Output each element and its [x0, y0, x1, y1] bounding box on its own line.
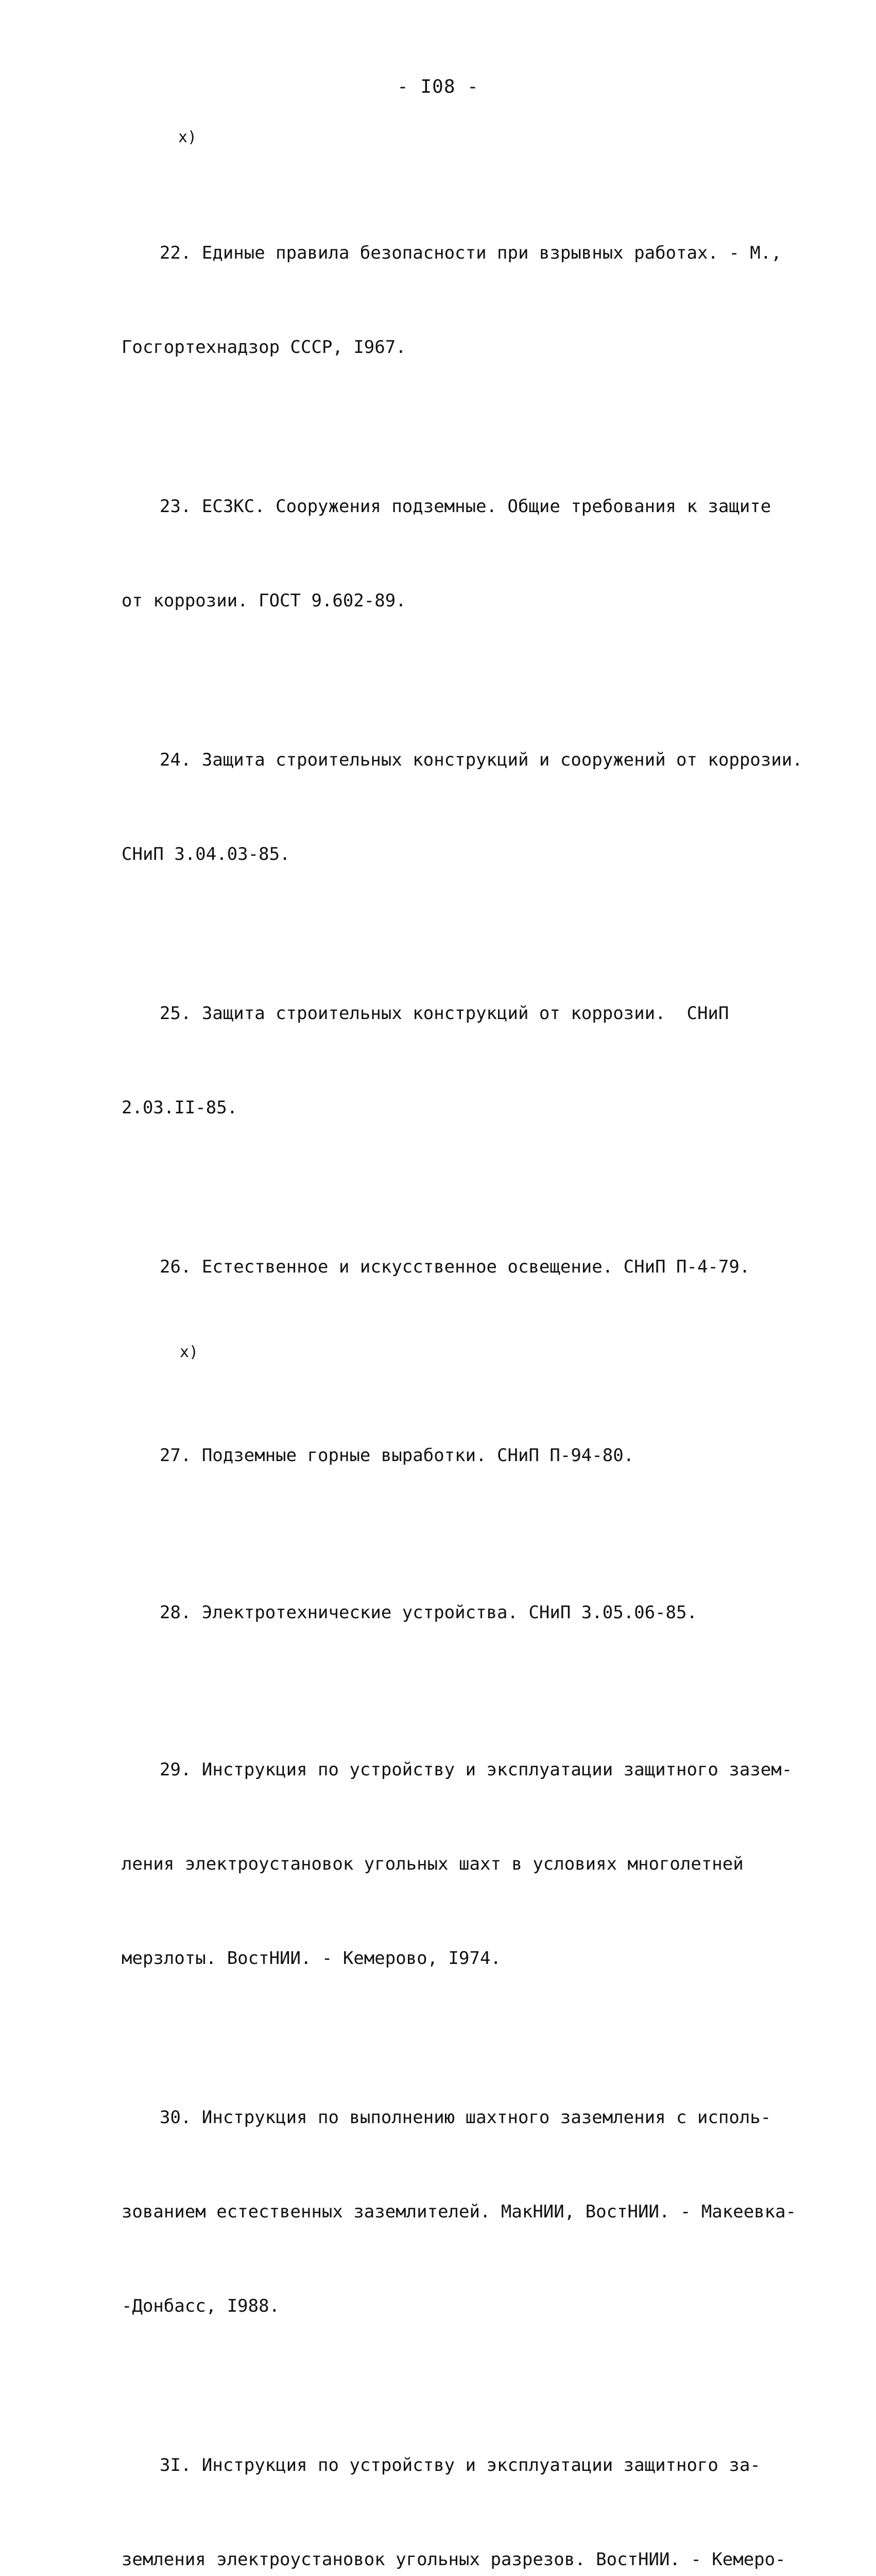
reference-line: мерзлоты. ВостНИИ. - Кемерово, I974.	[122, 1948, 501, 1969]
reference-line: СНиП 3.04.03-85.	[122, 844, 290, 865]
reference-line: 25. Защита строительных конструкций от коррозии. СНиП	[160, 1003, 729, 1024]
reference-24	[122, 682, 803, 933]
reference-22	[122, 128, 782, 426]
reference-line: 26. Естественное и искусственное освещение. СНиП П-4-79.	[160, 1257, 750, 1277]
reference-line: земления электроустановок угольных разрезов. ВостНИИ. - Кемеро-	[122, 2549, 786, 2570]
reference-line: 28. Электротехнические устройства. СНиП 3.05.06-85.	[160, 1602, 697, 1623]
page-number: - I08 -	[397, 76, 479, 97]
reference-23	[122, 428, 771, 680]
reference-25	[122, 935, 760, 1187]
reference-list	[122, 128, 803, 2576]
reference-line: 22. Единые правила безопасности при взрывных работах. - М.,	[160, 243, 782, 263]
reference-line: 27. Подземные горные выработки. СНиП П-94-80.	[160, 1445, 634, 1466]
reference-line: ления электроустановок угольных шахт в условиях многолетней	[122, 1854, 744, 1874]
reference-26	[122, 1189, 760, 1346]
reference-27	[122, 1343, 760, 1534]
reference-30	[122, 2039, 797, 2385]
reference-line: -Донбасс, I988.	[122, 2296, 280, 2316]
reference-line: зованием естественных заземлителей. МакНИИ, ВостНИИ. - Макеевка-	[122, 2201, 797, 2222]
reference-line: 24. Защита строительных конструкций и сооружений от коррозии.	[160, 750, 803, 770]
reference-line: 30. Инструкция по выполнению шахтного заземления с исполь-	[160, 2107, 771, 2128]
footnote-marker: x)	[178, 128, 197, 146]
reference-31	[122, 2387, 786, 2576]
reference-line: от коррозии. ГОСТ 9.602-89.	[122, 590, 406, 611]
footnote-marker: x)	[180, 1343, 199, 1361]
reference-29	[122, 1691, 793, 2037]
reference-line: 3I. Инструкция по устройству и эксплуатации защитного за-	[160, 2455, 761, 2476]
reference-line: 29. Инструкция по устройству и эксплуатации защитного зазем-	[160, 1759, 793, 1780]
reference-line: Госгортехнадзор СССР, I967.	[122, 337, 406, 358]
reference-line: 23. ЕСЗКС. Сооружения подземные. Общие требования к защите	[160, 496, 771, 517]
reference-28	[122, 1534, 760, 1691]
reference-line: 2.03.II-85.	[122, 1097, 238, 1118]
